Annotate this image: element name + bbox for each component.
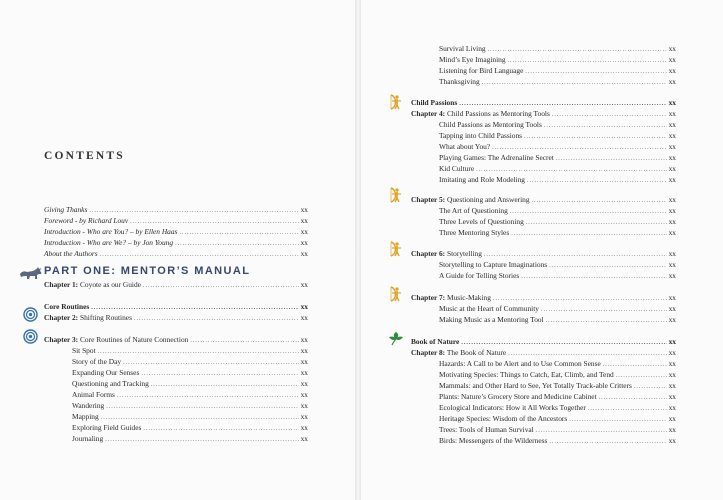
- toc-section-child-passions[interactable]: Child Passions ..... xx: [411, 98, 676, 108]
- toc-entry-trees[interactable]: Trees: Tools of Human Survival ..... xx: [439, 425, 676, 435]
- toc-entry-role-modeling[interactable]: Imitating and Role Modeling ..... xx: [439, 175, 676, 185]
- left-page: [0, 0, 355, 500]
- toc-entry-chapter-7[interactable]: Chapter 7: Music-Making ..... xx: [411, 293, 676, 303]
- toc-entry-motivating-species[interactable]: Motivating Species: Things to Catch, Eat, Climb, and Tend ..... xx: [439, 370, 676, 380]
- toc-entry-plants[interactable]: Plants: Nature’s Grocery Store and Medicine Cabinet ..... xx: [439, 392, 676, 402]
- toc-entry-chapter-8[interactable]: Chapter 8: The Book of Nature ..... xx: [411, 348, 676, 358]
- toc-entry-thanksgiving[interactable]: Thanksgiving ..... xx: [439, 77, 676, 87]
- toc-entry-chapter-2[interactable]: Chapter 2: Shifting Routines ..... xx: [44, 313, 308, 323]
- toc-entry-survival-living[interactable]: Survival Living ..... xx: [439, 44, 676, 54]
- toc-entry-three-styles[interactable]: Three Mentoring Styles ..... xx: [439, 228, 676, 238]
- archer-icon: [388, 241, 402, 257]
- toc-entry-intro-jon[interactable]: Introduction - Who are We? – by Jon Young ..... xx: [44, 238, 308, 248]
- toc-entry-tapping-passions[interactable]: Tapping into Child Passions ..... xx: [439, 131, 676, 141]
- toc-entry-foreword[interactable]: Foreword - by Richard Louv ..... xx: [44, 216, 308, 226]
- toc-entry-heritage-species[interactable]: Heritage Species: Wisdom of the Ancestors ..... xx: [439, 414, 676, 424]
- toc-entry-mapping[interactable]: Mapping ..... xx: [72, 412, 308, 422]
- toc-entry-questioning-tracking[interactable]: Questioning and Tracking ..... xx: [72, 379, 308, 389]
- leaf-icon: [388, 331, 404, 346]
- toc-entry-art-of-questioning[interactable]: The Art of Questioning ..... xx: [439, 206, 676, 216]
- spiral-icon: [23, 307, 38, 322]
- toc-entry-chapter-5[interactable]: Chapter 5: Questioning and Answering ..... xx: [411, 195, 676, 205]
- toc-entry-music-community[interactable]: Music at the Heart of Community ..... xx: [439, 304, 676, 314]
- toc-entry-minds-eye[interactable]: Mind’s Eye Imagining ..... xx: [439, 55, 676, 65]
- toc-entry-giving-thanks[interactable]: Giving Thanks ..... xx: [44, 205, 308, 215]
- toc-entry-capture-imaginations[interactable]: Storytelling to Capture Imaginations ..... xx: [439, 260, 676, 270]
- toc-entry-sit-spot[interactable]: Sit Spot ..... xx: [72, 346, 308, 356]
- toc-entry-chapter-1[interactable]: Chapter 1: Coyote as our Guide ..... xx: [44, 280, 308, 290]
- toc-section-core-routines[interactable]: Core Routines ..... xx: [44, 302, 308, 312]
- toc-entry-wandering[interactable]: Wandering ..... xx: [72, 401, 308, 411]
- contents-title: CONTENTS: [44, 150, 125, 162]
- toc-entry-playing-games[interactable]: Playing Games: The Adrenaline Secret ..... xx: [439, 153, 676, 163]
- toc-entry-music-mentoring[interactable]: Making Music as a Mentoring Tool ..... xx: [439, 315, 676, 325]
- spiral-icon: [23, 329, 38, 344]
- toc-entry-kid-culture[interactable]: Kid Culture ..... xx: [439, 164, 676, 174]
- toc-section-book-of-nature[interactable]: Book of Nature ..... xx: [411, 337, 676, 347]
- toc-entry-birds[interactable]: Birds: Messengers of the Wilderness ..... xx: [439, 436, 676, 446]
- toc-entry-field-guides[interactable]: Exploring Field Guides ..... xx: [72, 423, 308, 433]
- toc-entry-story-of-the-day[interactable]: Story of the Day ..... xx: [72, 357, 308, 367]
- toc-entry-mammals[interactable]: Mammals: and Other Hard to See, Yet Totally Track-able Critters ..... xx: [439, 381, 676, 391]
- toc-entry-what-about-you[interactable]: What about You? ..... xx: [439, 142, 676, 152]
- toc-entry-about-authors[interactable]: About the Authors ..... xx: [44, 249, 308, 259]
- toc-entry-chapter-4[interactable]: Chapter 4: Child Passions as Mentoring Tools ..... xx: [411, 109, 676, 119]
- toc-entry-three-levels[interactable]: Three Levels of Questioning ..... xx: [439, 217, 676, 227]
- toc-entry-ecological-indicators[interactable]: Ecological Indicators: How it All Works Together ..... xx: [439, 403, 676, 413]
- archer-icon: [388, 94, 402, 110]
- part-one-title: PART ONE: MENTOR’S MANUAL: [44, 265, 251, 277]
- archer-icon: [388, 187, 402, 203]
- right-page: [361, 0, 723, 500]
- toc-entry-child-passions-tools[interactable]: Child Passions as Mentoring Tools ..... xx: [439, 120, 676, 130]
- toc-entry-intro-ellen[interactable]: Introduction - Who are You? – by Ellen Haas ..... xx: [44, 227, 308, 237]
- toc-entry-chapter-3[interactable]: Chapter 3: Core Routines of Nature Connection ..... xx: [44, 335, 308, 345]
- toc-entry-chapter-6[interactable]: Chapter 6: Storytelling ..... xx: [411, 249, 676, 259]
- toc-entry-animal-forms[interactable]: Animal Forms ..... xx: [72, 390, 308, 400]
- archer-icon: [388, 286, 402, 302]
- toc-entry-journaling[interactable]: Journaling ..... xx: [72, 434, 308, 444]
- toc-entry-expanding-senses[interactable]: Expanding Our Senses ..... xx: [72, 368, 308, 378]
- toc-entry-bird-language[interactable]: Listening for Bird Language ..... xx: [439, 66, 676, 76]
- toc-entry-hazards[interactable]: Hazards: A Call to be Alert and to Use Common Sense ..... xx: [439, 359, 676, 369]
- coyote-icon: [19, 266, 43, 280]
- toc-entry-guide-telling-stories[interactable]: A Guide for Telling Stories ..... xx: [439, 271, 676, 281]
